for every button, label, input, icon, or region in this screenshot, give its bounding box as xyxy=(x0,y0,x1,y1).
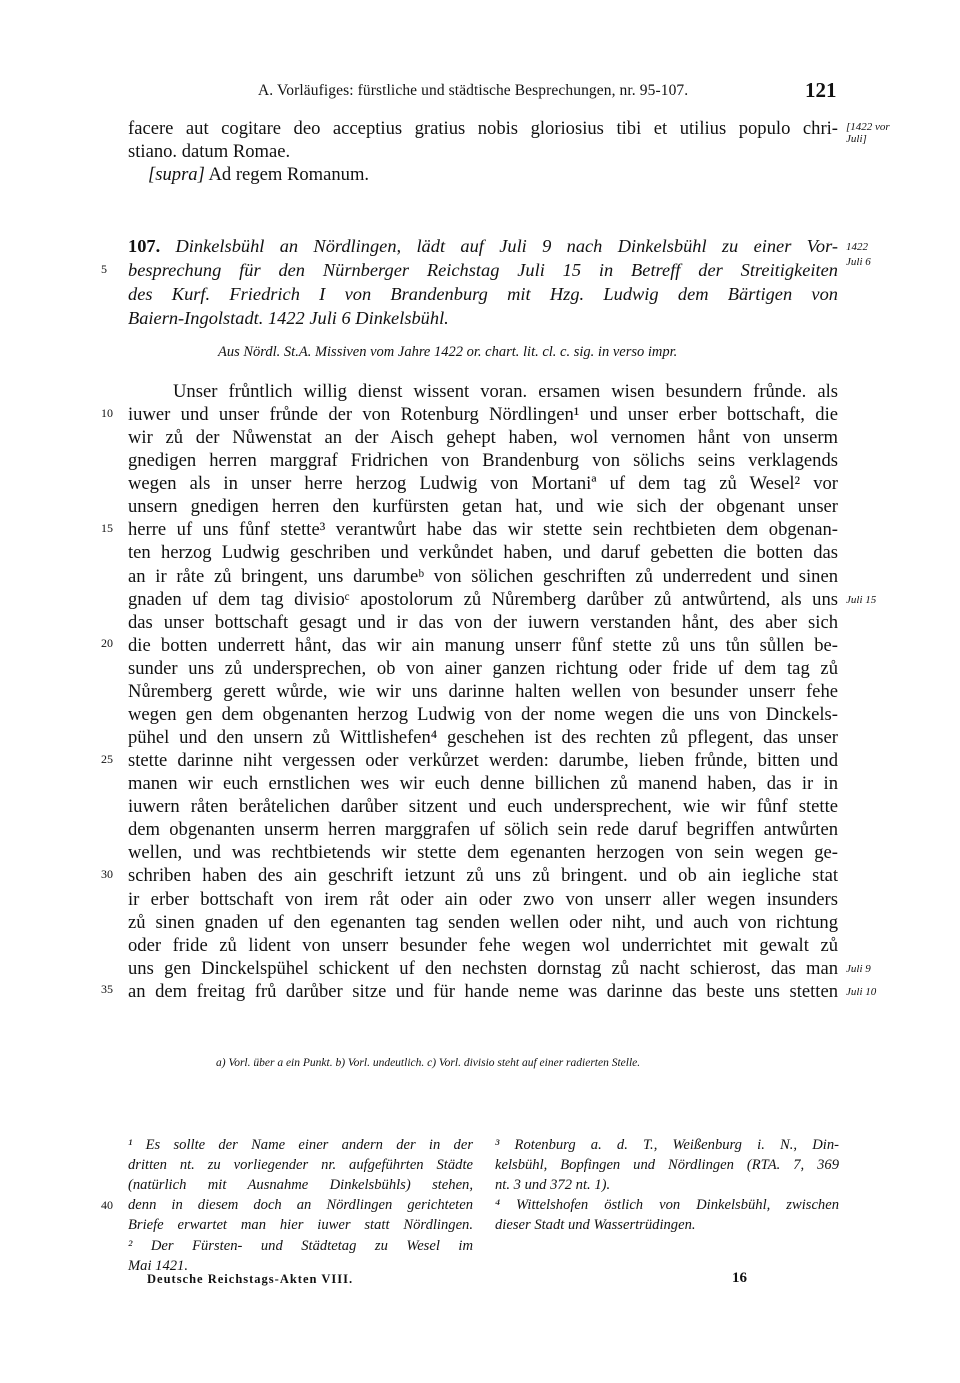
item-heading-line-4: Baiern-Ingolstadt. 1422 Juli 6 Dinkelsbühl. xyxy=(128,308,449,328)
body-line: Nůremberg gerett wůrde, wie wir uns darinne halten wellen von besunder unserr fehe xyxy=(128,681,838,702)
margin-date: Juli 9 xyxy=(846,963,871,975)
prev-item-line-1: facere aut cogitare deo acceptius gratius nobis gloriosius tibi et utilius populo chri- xyxy=(128,118,838,139)
body-line: schriben haben des ain geschrift ietzunt zů uns zů bringent. und ob ain iegliche stat xyxy=(128,865,838,886)
item-margin-date: 1422 Juli 6 xyxy=(846,241,871,268)
line-number: 25 xyxy=(101,752,113,766)
body-line: dem obgenanten unserm herren marggrafen uf sölich sein rede daruf begriffen antwůrten xyxy=(128,819,838,840)
body-line: iuwer und unser frůnde der von Rotenburg Nördlingen¹ und unser erber bottschaft, die xyxy=(128,404,838,425)
margin-date: Juli 10 xyxy=(846,986,877,998)
address-supra: [supra] xyxy=(148,164,205,185)
prev-item-address xyxy=(148,164,369,186)
footnote-line: ³ Rotenburg a. d. T., Weißenburg i. N., Din- xyxy=(495,1137,839,1153)
footer-title: Deutsche Reichstags-Akten VIII. xyxy=(147,1272,354,1286)
body-line: gnaden uf dem tag divisioᶜ apostolorum zů Nůremberg darůber zů antwůrtend, als uns xyxy=(128,589,838,610)
body-line: iuwern råten beråtelichen darůber sitzent und euch undersprechent, wie wir fůnf stette xyxy=(128,796,838,817)
body-line: oder fride zů lident von unserr besunder fehe wegen wol underrichtet mit gewalt zů xyxy=(128,935,838,956)
body-line: an dem freitag frů darůber sitze und für hande neme was darinne das beste uns stetten xyxy=(128,981,838,1002)
address-text: Ad regem Romanum. xyxy=(204,164,370,185)
body-line: manen wir euch ernstlichen wes wir euch denne billichen zů manend haben, das ir in xyxy=(128,773,838,794)
line-number: 30 xyxy=(101,867,113,881)
body-line: pühel und den unsern zů Wittlishefen⁴ geschehen ist des rechten zů pflegent, das unser xyxy=(128,727,838,748)
body-line: uns gen Dinckelspühel schickent uf den nechsten dornstag zů nacht schierost, das man xyxy=(128,958,838,979)
body-line: Unser frůntlich willig dienst wissent voran. ersamen wisen besundern frůnde. als xyxy=(173,381,838,402)
footnote-line: ⁴ Wittelshofen östlich von Dinkelsbühl, zwischen xyxy=(495,1197,839,1213)
body-line: stette darinne niht vergessen oder verkůrzet werden: darumbe, lieben frůnde, bitten und xyxy=(128,750,838,771)
prev-item-margin-date: [1422 vor Juli] xyxy=(846,121,890,145)
body-line: die botten underrett hånt, das wir ain manung unserr fůnf stette zů uns tůn sůllen be- xyxy=(128,635,838,656)
running-header xyxy=(0,80,960,102)
margin-date: Juli 15 xyxy=(846,594,877,606)
footnote-line: (natürlich mit Ausnahme Dinkelsbühls) stehen, xyxy=(128,1177,473,1193)
body-line: wegen gen dem obgenanten herzog Ludwig von der nome wegen die uns von Dinckels- xyxy=(128,704,838,725)
footnote-line: denn in diesem doch an Nördlingen gerichteten xyxy=(128,1197,473,1213)
line-number: 10 xyxy=(101,406,113,420)
footnote-line: nt. 3 und 372 nt. 1). xyxy=(495,1177,611,1193)
body-line: wellen, und was rechtbietends wir stette dem egenanten herzogen von sein wegen ge- xyxy=(128,842,838,863)
body-line: unsern gnedigen herren den kurfürsten getan hat, und wie sich der obgenant unser xyxy=(128,496,838,517)
line-number: 20 xyxy=(101,636,113,650)
item-number: 107. xyxy=(128,236,161,256)
body-line: ten herzog Ludwig geschriben und verkůndet haben, und daruf gebetten die botten das xyxy=(128,542,838,563)
line-number: 5 xyxy=(101,262,107,276)
line-number: 15 xyxy=(101,521,113,535)
prev-item-line-2: stiano. datum Romae. xyxy=(128,141,291,162)
body-line: an ir råte zů bringent, uns darumbeᵇ von sölichen geschriften zů underredent und sinen xyxy=(128,566,838,587)
running-title: A. Vorläufiges: fürstliche und städtische Besprechungen, nr. 95-107. xyxy=(258,82,689,99)
footnote-line: ² Der Fürsten- und Städtetag zu Wesel im xyxy=(128,1238,473,1254)
line-number: 35 xyxy=(101,982,113,996)
source-note: Aus Nördl. St.A. Missiven vom Jahre 1422 or. chart. lit. cl. c. sig. in verso impr. xyxy=(218,344,678,360)
body-line: gnedigen herren marggraf Fridrichen von Brandenburg von sölichs seins verklagends xyxy=(128,450,838,471)
body-line: wegen als in unser herre herzog Ludwig von Mortaniª uf dem tag zů Wesel² vor xyxy=(128,473,838,494)
footnote-line: dieser Stadt und Wassertrüdingen. xyxy=(495,1217,696,1233)
body-line: wir zů der Nůwenstat an der Aisch gehept haben, wol vernomen hånt von unserm xyxy=(128,427,838,448)
item-heading-line-3: des Kurf. Friedrich I von Brandenburg mit Hzg. Ludwig dem Bärtigen von xyxy=(128,284,838,304)
body-line: ir erber bottschaft von irem råt oder ain oder zwo von unserr aller wegen insunders xyxy=(128,889,838,910)
body-line: das unser bottschaft gesagt und ir das von der iuwern verstanden hånt, des aber sich xyxy=(128,612,838,633)
item-heading-line-2: besprechung für den Nürnberger Reichstag Juli 15 in Betreff der Streitigkeiten xyxy=(128,260,838,280)
text-critical-notes: a) Vorl. über a ein Punkt. b) Vorl. undeutlich. c) Vorl. divisio steht auf einer radierten Stelle. xyxy=(216,1057,641,1069)
footnote-line: Briefe erwartet man hier iuwer statt Nördlingen. xyxy=(128,1217,473,1233)
footnote-line: ¹ Es sollte der Name einer andern der in der xyxy=(128,1137,473,1153)
footnote-line: kelsbühl, Bopfingen und Nördlingen (RTA. 7, 369 xyxy=(495,1157,839,1173)
body-line: sunder uns zů undersprechen, ob von ainer ganzen richtung oder fride uf dem tag zů xyxy=(128,658,838,679)
body-line: herre uf uns fůnf stette³ verantwůrt habe das wir stette sein rechtbieten dem obgenan- xyxy=(128,519,838,540)
footnote-line: dritten nt. zu vorliegender nr. aufgeführten Städte xyxy=(128,1157,473,1173)
sheet-number: 16 xyxy=(732,1270,747,1286)
footnote-line: Mai 1421. xyxy=(128,1258,188,1274)
item-heading-line-1: 107. Dinkelsbühl an Nördlingen, lädt auf Juli 9 nach Dinkelsbühl zu einer Vor- xyxy=(128,236,838,256)
line-number: 40 xyxy=(101,1198,113,1212)
page-number: 121 xyxy=(805,78,837,102)
body-line: zů sinen gnaden uf den egenanten tag senden wellen oder niht, und auch von richtung xyxy=(128,912,838,933)
